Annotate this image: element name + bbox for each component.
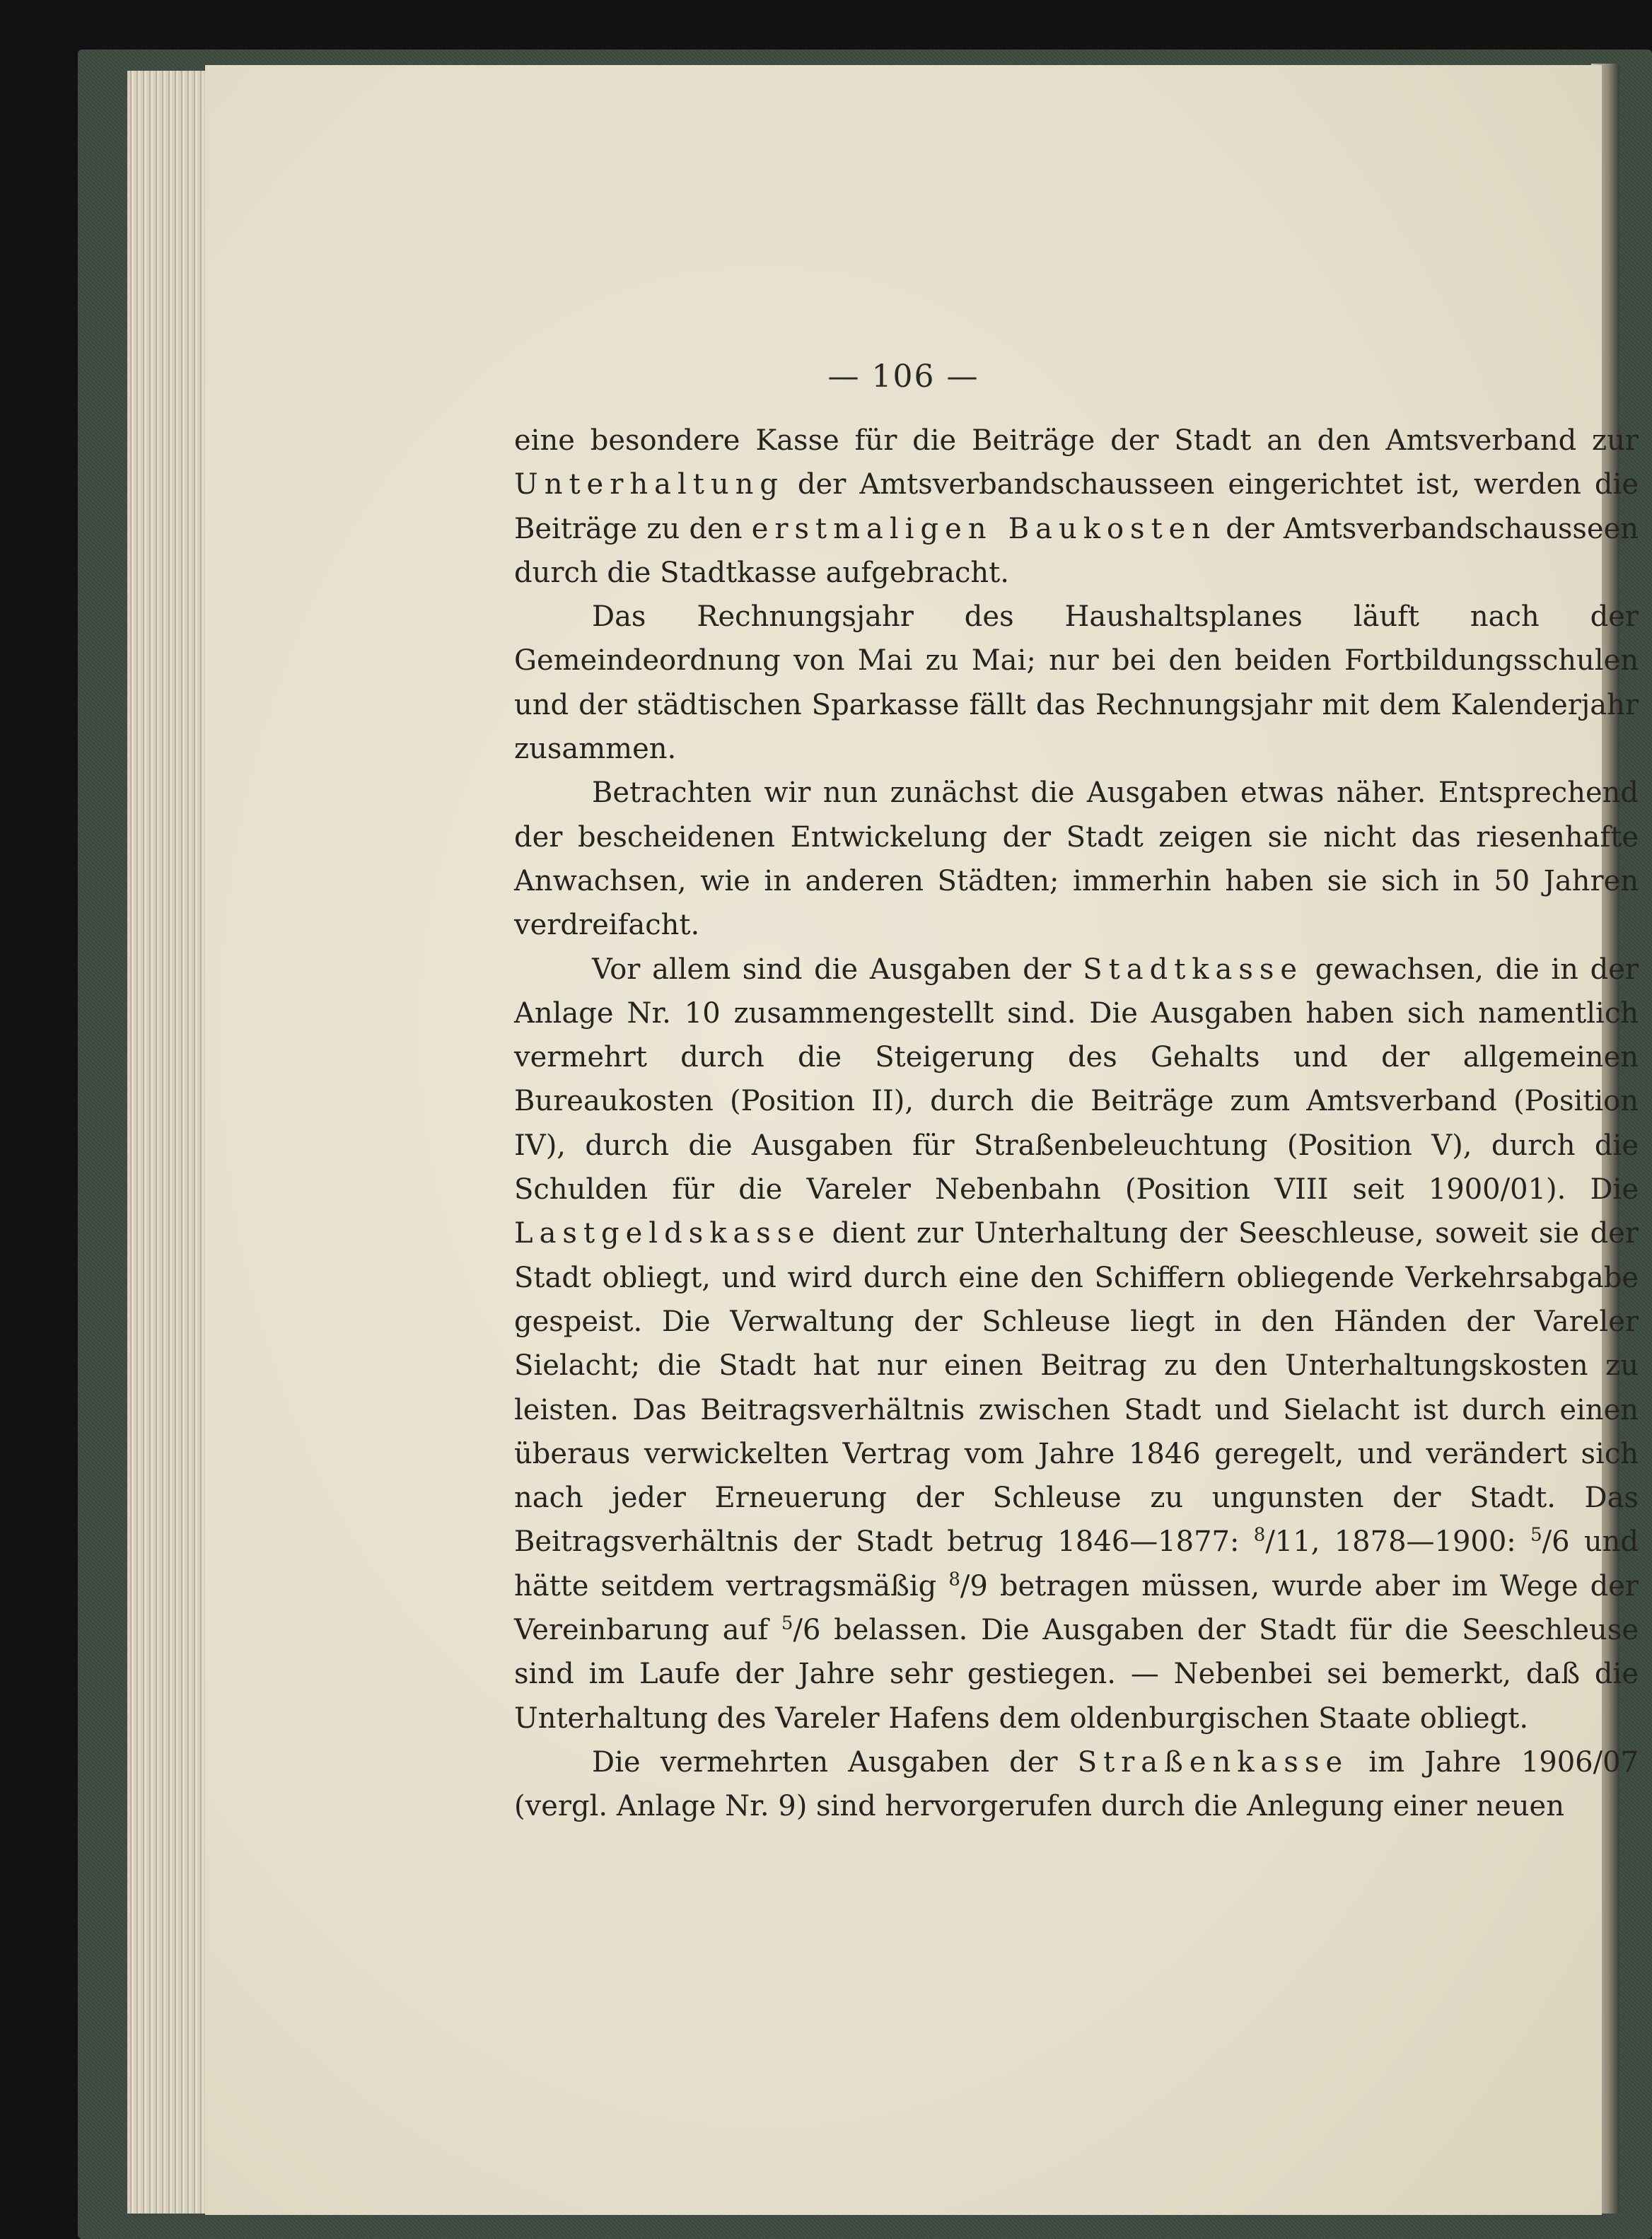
text-run: /9 betragen müssen, wurde aber im Wege der Vereinbarung auf [514,1569,1639,1647]
spaced-term: Stadtkasse [1083,953,1304,986]
text-run: dient zur Unterhaltung der Seeschleuse, soweit sie der Stadt obliegt, und wird durch eine den Schiffern obliegende Verkehrsabgabe gespeist. Die Verwaltung der Schleuse liegt in den Händen der Vareler Sielacht; die Stadt hat nur einen Beitrag zu den Unterhaltungskosten zu leisten. Das Beitragsverhältnis zwischen Stadt und Sielacht ist durch einen überaus verwickelten Vertrag vom Jahre 1846 geregelt, und verändert sich nach jeder Erneuerung der Schleuse zu ungunsten der Stadt. Das Beitragsverhältnis der Stadt betrug 1846—1877: [514,1217,1639,1559]
text-run: Das Rechnungsjahr des Haushaltsplanes läuft nach der Gemeindeordnung von Mai zu Mai; nur bei den beiden Fortbildungsschulen und der städtischen Sparkasse fällt das Rechnungsjahr mit dem Kalenderjahr zusammen. [514,600,1639,766]
text-run: Vor allem sind die Ausgaben der [592,953,1083,986]
fraction-numerator: 8 [948,1569,960,1590]
text-run: der Amtsverbandschausseen durch die Stadtkasse aufgebracht. [514,512,1639,589]
text-run: der Amtsverbandschausseen eingerichtet ist, werden die Beiträge zu den [514,468,1639,545]
page-number: — 106 — [827,359,979,395]
paragraph-4 [514,948,1639,1740]
fraction-numerator: 5 [781,1612,793,1634]
book-page [205,65,1639,2215]
text-run: /6 und hätte seitdem vertragsmäßig [514,1525,1639,1603]
spaced-term: Lastgeldskasse [514,1217,822,1250]
text-run: gewachsen, die in der Anlage Nr. 10 zusammengestellt sind. Die Ausgaben haben sich namentlich vermehrt durch die Steigerung des Gehalts und der allgemeinen Bureaukosten (Position II), durch die Beiträge zum Amtsverband (Position IV), durch die Ausgaben für Straßenbeleuchtung (Position V), durch die Schulden für die Vareler Nebenbahn (Position VIII seit 1900/01). Die [514,953,1639,1206]
paragraph-3 [514,771,1639,947]
spaced-term: Straßenkasse [1077,1745,1349,1779]
paragraph-2 [514,595,1639,771]
text-run: im Jahre 1906/07 (vergl. Anlage Nr. 9) sind hervorgerufen durch die Anlegung einer neuen [514,1745,1639,1823]
text-run: eine besondere Kasse für die Beiträge der Stadt an den Amtsverband zur [514,424,1639,457]
text-run: Betrachten wir nun zunächst die Ausgaben etwas näher. Entsprechend der bescheidenen Entwickelung der Stadt zeigen sie nicht das riesenhafte Anwachsen, wie in anderen Städten; immerhin haben sie sich in 50 Jahren verdreifacht. [514,777,1639,942]
spaced-term: Unterhaltung [514,468,784,501]
fraction-numerator: 8 [1253,1525,1266,1547]
fraction-numerator: 5 [1530,1525,1542,1547]
text-run: Die vermehrten Ausgaben der [592,1745,1078,1779]
spaced-term: erstmaligen Baukosten [751,512,1217,545]
page-body [514,419,1639,1829]
paragraph-5 [514,1740,1639,1829]
text-run: /6 belassen. Die Ausgaben der Stadt für die Seeschleuse sind im Laufe der Jahre sehr gestiegen. — Nebenbei sei bemerkt, daß die Unterhaltung des Vareler Hafens dem oldenburgischen Staate obliegt. [514,1614,1639,1735]
text-run: /11, 1878—1900: [1265,1525,1531,1559]
paragraph-1 [514,419,1639,595]
